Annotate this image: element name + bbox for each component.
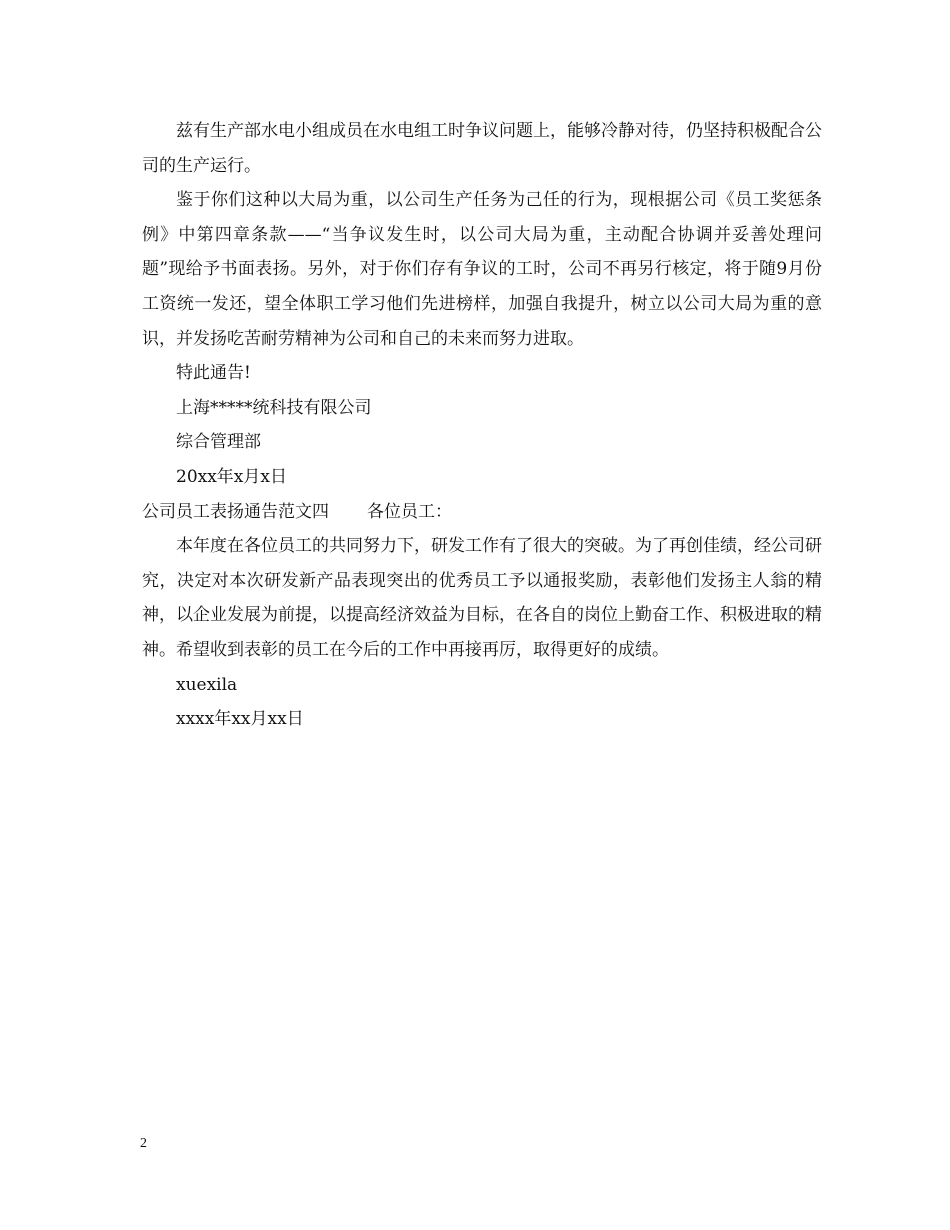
company-name: 上海*****统科技有限公司 [176,397,372,418]
date-first: 20xx年x月x日 [176,466,287,487]
section-heading: 公司员工表扬通告范文四 [142,501,329,522]
department-name: 综合管理部 [176,432,261,453]
paragraph-praise-intro: 兹有生产部水电小组成员在水电组工时争议问题上，能够冷静对待，仍坚持积极配合公司的生产运行。 [142,121,822,176]
section-heading-line [142,495,822,530]
paragraph-praise-details: 鉴于你们这种以大局为重，以公司生产任务为己任的行为，现根据公司《员工奖惩条例》中第四章条款——“当争议发生时，以公司大局为重，主动配合协调并妥善处理问题”现给予书面表扬。另外，对于你们存有争议的工时，公司不再另行核定，将于随9月份工资统一发还，望全体职工学习他们先进榜样，加强自我提升，树立以公司大局为重的意识，并发扬吃苦耐劳精神为公司和自己的未来而努力进取。 [142,190,822,349]
paragraph-rd-praise: 本年度在各位员工的共同努力下，研发工作有了很大的突破。为了再创佳绩，经公司研究，决定对本次研发新产品表现突出的优秀员工予以通报奖励，表彰他们发扬主人翁的精神，以企业发展为前提，以提高经济效益为目标，在各自的岗位上勤奋工作、积极进取的精神。希望收到表彰的员工在今后的工作中再接再厉，取得更好的成绩。 [142,536,822,660]
page-number: 2 [140,1136,147,1151]
notice-closing: 特此通告! [176,363,251,384]
document-body [142,114,822,737]
signature: xuexila [176,674,238,695]
date-second: xxxx年xx月xx日 [176,709,304,730]
salutation: 各位员工： [367,501,452,522]
